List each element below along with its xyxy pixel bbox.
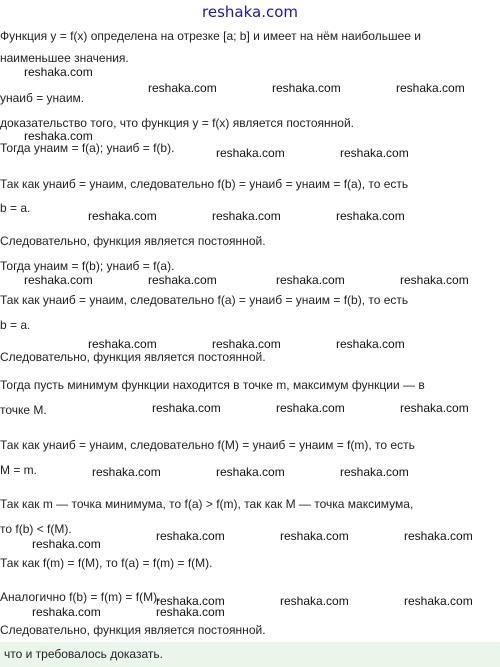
watermark: reshaka.com	[24, 65, 93, 79]
watermark: reshaka.com	[212, 337, 281, 351]
conclusion-text: что и требовалось доказать.	[4, 647, 163, 661]
watermark: reshaka.com	[272, 81, 341, 95]
watermark: reshaka.com	[216, 146, 285, 160]
text-line-11: b = a.	[0, 318, 31, 332]
watermark: reshaka.com	[276, 401, 345, 415]
watermark: reshaka.com	[216, 465, 285, 479]
text-line-3: yнаиб = yнаим.	[0, 91, 85, 105]
text-line-13: Тогда пусть минимум функции находится в точке m, максимум функции — в	[0, 378, 425, 392]
watermark: reshaka.com	[148, 81, 217, 95]
text-line-9: Тогда yнаим = f(b); yнаиб = f(a).	[0, 259, 175, 273]
text-line-2: наименьшее значения.	[0, 51, 129, 65]
watermark: reshaka.com	[32, 537, 101, 551]
watermark: reshaka.com	[404, 594, 473, 608]
watermark: reshaka.com	[336, 209, 405, 223]
watermark: reshaka.com	[92, 465, 161, 479]
watermark: reshaka.com	[88, 209, 157, 223]
watermark: reshaka.com	[280, 529, 349, 543]
watermark: reshaka.com	[152, 401, 221, 415]
watermark: reshaka.com	[396, 81, 465, 95]
watermark: reshaka.com	[148, 273, 217, 287]
watermark: reshaka.com	[276, 273, 345, 287]
watermark: reshaka.com	[404, 529, 473, 543]
watermark: reshaka.com	[340, 465, 409, 479]
watermark: reshaka.com	[156, 529, 225, 543]
text-line-21: Следовательно, функция является постоянной.	[0, 623, 266, 637]
watermark: reshaka.com	[24, 273, 93, 287]
text-line-20: Аналогично f(b) = f(m) = f(M).	[0, 590, 161, 604]
watermark: reshaka.com	[156, 594, 225, 608]
text-line-15: Так как yнаиб = yнаим, следовательно f(M) = yнаиб = yнаим = f(m), то есть	[0, 438, 415, 452]
text-line-19: Так как f(m) = f(M), то f(a) = f(m) = f(M).	[0, 556, 213, 570]
text-line-14: точке M.	[0, 403, 47, 417]
text-line-1: Функция y = f(x) определена на отрезке [a; b] и имеет на нём наибольшее и	[0, 29, 421, 43]
text-line-8: Следовательно, функция является постоянной.	[0, 234, 266, 248]
text-line-18: то f(b) < f(M).	[0, 522, 72, 536]
watermark: reshaka.com	[280, 594, 349, 608]
text-line-17: Так как m — точка минимума, то f(a) > f(m), так как M — точка максимума,	[0, 497, 414, 511]
watermark: reshaka.com	[340, 146, 409, 160]
watermark: reshaka.com	[32, 605, 101, 619]
watermark: reshaka.com	[400, 273, 469, 287]
watermark: reshaka.com	[400, 401, 469, 415]
watermark: reshaka.com	[336, 337, 405, 351]
text-line-10: Так как yнаиб = yнаим, следовательно f(a) = yнаиб = yнаим = f(b), то есть	[0, 293, 409, 307]
watermark: reshaka.com	[24, 129, 93, 143]
watermark: reshaka.com	[212, 209, 281, 223]
text-line-6: Так как yнаиб = yнаим, следовательно f(b) = yнаиб = yнаим = f(a), то есть	[0, 177, 409, 191]
watermark: reshaka.com	[156, 605, 225, 619]
watermark: reshaka.com	[88, 337, 157, 351]
text-line-16: M = m.	[0, 463, 38, 477]
conclusion-bar	[0, 642, 500, 667]
site-logo-text[interactable]: reshaka.com	[202, 3, 298, 21]
text-line-7: b = a.	[0, 201, 31, 215]
text-line-5: Тогда yнаим = f(a); yнаиб = f(b).	[0, 141, 175, 155]
text-line-12: Следовательно, функция является постоянной.	[0, 350, 266, 364]
text-line-4: доказательство того, что функция y = f(x) является постоянной.	[0, 116, 354, 130]
